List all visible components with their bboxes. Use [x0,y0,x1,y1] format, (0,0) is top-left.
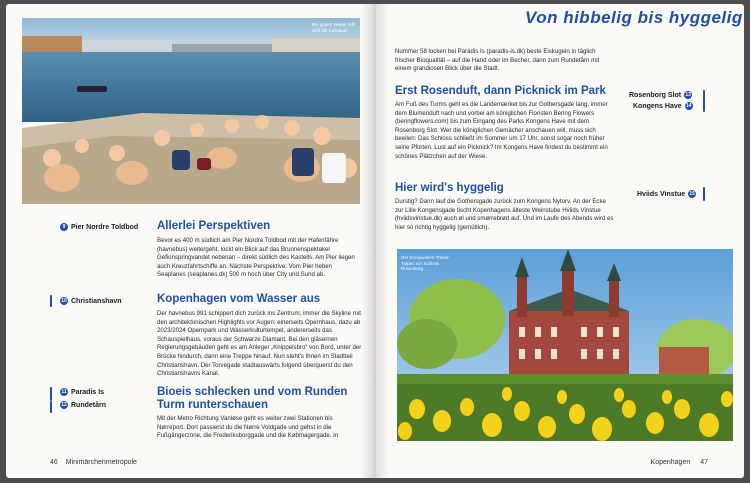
section-heading: Erst Rosenduft, dann Picknick im Park [395,85,606,97]
marker-label: Kongens Have [633,102,682,110]
marker-label: Rosenborg Slot [629,91,682,99]
location-marker-bar [50,401,52,413]
location-number: 10 [61,298,67,304]
photo-caption: Der Kronjuwelen-Tresor: Tulpen vor Schloss Rosenborg [401,255,450,271]
marker-label: Pier Nordre Toldbod [71,223,139,231]
section-heading: Bioeis schlecken und vom Runden Turm runterschauen [157,386,348,411]
section-body: Bevor es 400 m südlich am Pier Nordre Toldbod mit der Hafenfähre (havnebus) weitergeht, lockt ein Blick auf das Brunnenspektakel Gefionspringvandet nebenan – direkt südlich des Kastells. Am Pier liegen auch Kreuzfahrtschiffe an. Nächste Perspektive: Vom Pier heben Seaplanes (seaplanes.dk) 500 m hoch über City und Sund ab. [157,237,355,279]
section-body: Am Fuß des Turms geht es die Landemærket bis zur Gothersgade lang, immer dem Blumenduft nach und vorbei am königlichen Floristen Bering Flowers (beringflowers.com) bis zum Eingang des Parks Kongens Have mit dem Rosenborg Slot. Wer die königlichen Gemächer anschauen will, muss sich beeilen: Das Schloss schließt im Sommer um 17 Uhr, sonst sogar noch früher seine Pforten. Lust auf ein Picknick? Im Kongens Have findest du bestimmt ein schönes Plätzchen auf der Wiese. [395,101,608,160]
location-marker-bar [50,387,52,401]
page-folio [50,459,137,466]
page-number: 47 [700,459,708,466]
rosenborg-photo [397,249,733,441]
running-title: Von hibbelig bis hyggelig [525,8,743,27]
marker-label: Rundetårn [71,401,106,409]
location-number: 9 [60,223,68,231]
location-number: 12 [61,402,67,408]
marker-pier-nordre-toldbod [60,223,138,231]
section-body: Der havnebus 991 schippert dich zurück ins Zentrum; immer die Skyline mit den architektonischen Highlights vor Augen: einerseits Opernhaus, dazu ab 2023/2024 Opernpark und Wasserkulturtempel, andererseits das Schauspielhaus, voraus der Schwarze Diamant. Bei den gläsernen Regierungsgebäuden geht es am Anleger „Knippelsbro“ von Bord, unter der Brücke hindurch, dann eine Treppe hinauf. Nun steht's Ihnen im Stadtteil Christianshavn. Der Torvegade stadtauswärts folgend überquerst du den Christianshavns Kanal. [157,310,362,378]
section-heading: Kopenhagen vom Wasser aus [157,293,321,305]
location-number: 13 [685,92,691,98]
folio-title: Kopenhagen [650,459,691,466]
folio-title: Minimärchenmetropole [65,459,137,466]
photo-caption: Bei gutem Wetter füllt sich die Kaimauer [312,22,355,33]
harbour-photo [22,18,360,204]
page-folio [651,459,708,466]
marker-rundetarn [60,401,106,409]
section-body: Durstig? Dann lauf die Gothersgade zurück zum Kongens Nytorv. An der Ecke zur Lille Kongensgade tischt Kopenhagens älteste Weinstube Hviids Vinstue (hviidsvinstue.dk) auch øl und smørrebrød auf. Und im Laufe des Abends wird es hier so richtig hyggelig (gemütlich). [395,198,614,231]
marker-christianshavn [60,297,122,305]
intro-text: Nummer 58 locken bei Paradis Is (paradis-is.dk) beste Eiskugeln in täglich frischer Bioqualität – auf die Hand oder im Becher, dann zum Rundetårn mit einem grandiosen Blick über die Stadt. [395,48,600,73]
marker-label: Paradis Is [71,388,105,396]
location-number: 11 [61,389,67,395]
location-marker-bar [50,295,52,307]
marker-label: Christianshavn [71,297,122,305]
location-number: 15 [689,191,695,197]
marker-hviids-vinstue [637,190,696,198]
section-heading: Hier wird's hyggelig [395,182,504,194]
section-heading: Allerlei Perspektiven [157,220,271,232]
marker-paradis-is [60,388,104,396]
right-page [375,4,744,478]
location-number: 14 [685,103,692,109]
marker-kongens-have [633,102,693,110]
location-marker-bar [703,90,705,112]
location-marker-bar [703,187,705,201]
marker-label: Hviids Vinstue [637,190,686,198]
left-page [6,4,375,478]
open-book [6,4,744,478]
marker-rosenborg-slot [629,91,692,99]
section-body: Mit der Metro Richtung Vanløse geht es weiter zwei Stationen bis Nørreport. Dort passierst du die Nørre Voldgade und gehst in die Fußgängerzone, die Frederiksborggade und die Købmagergade. In [157,415,339,440]
page-number: 46 [50,459,58,466]
